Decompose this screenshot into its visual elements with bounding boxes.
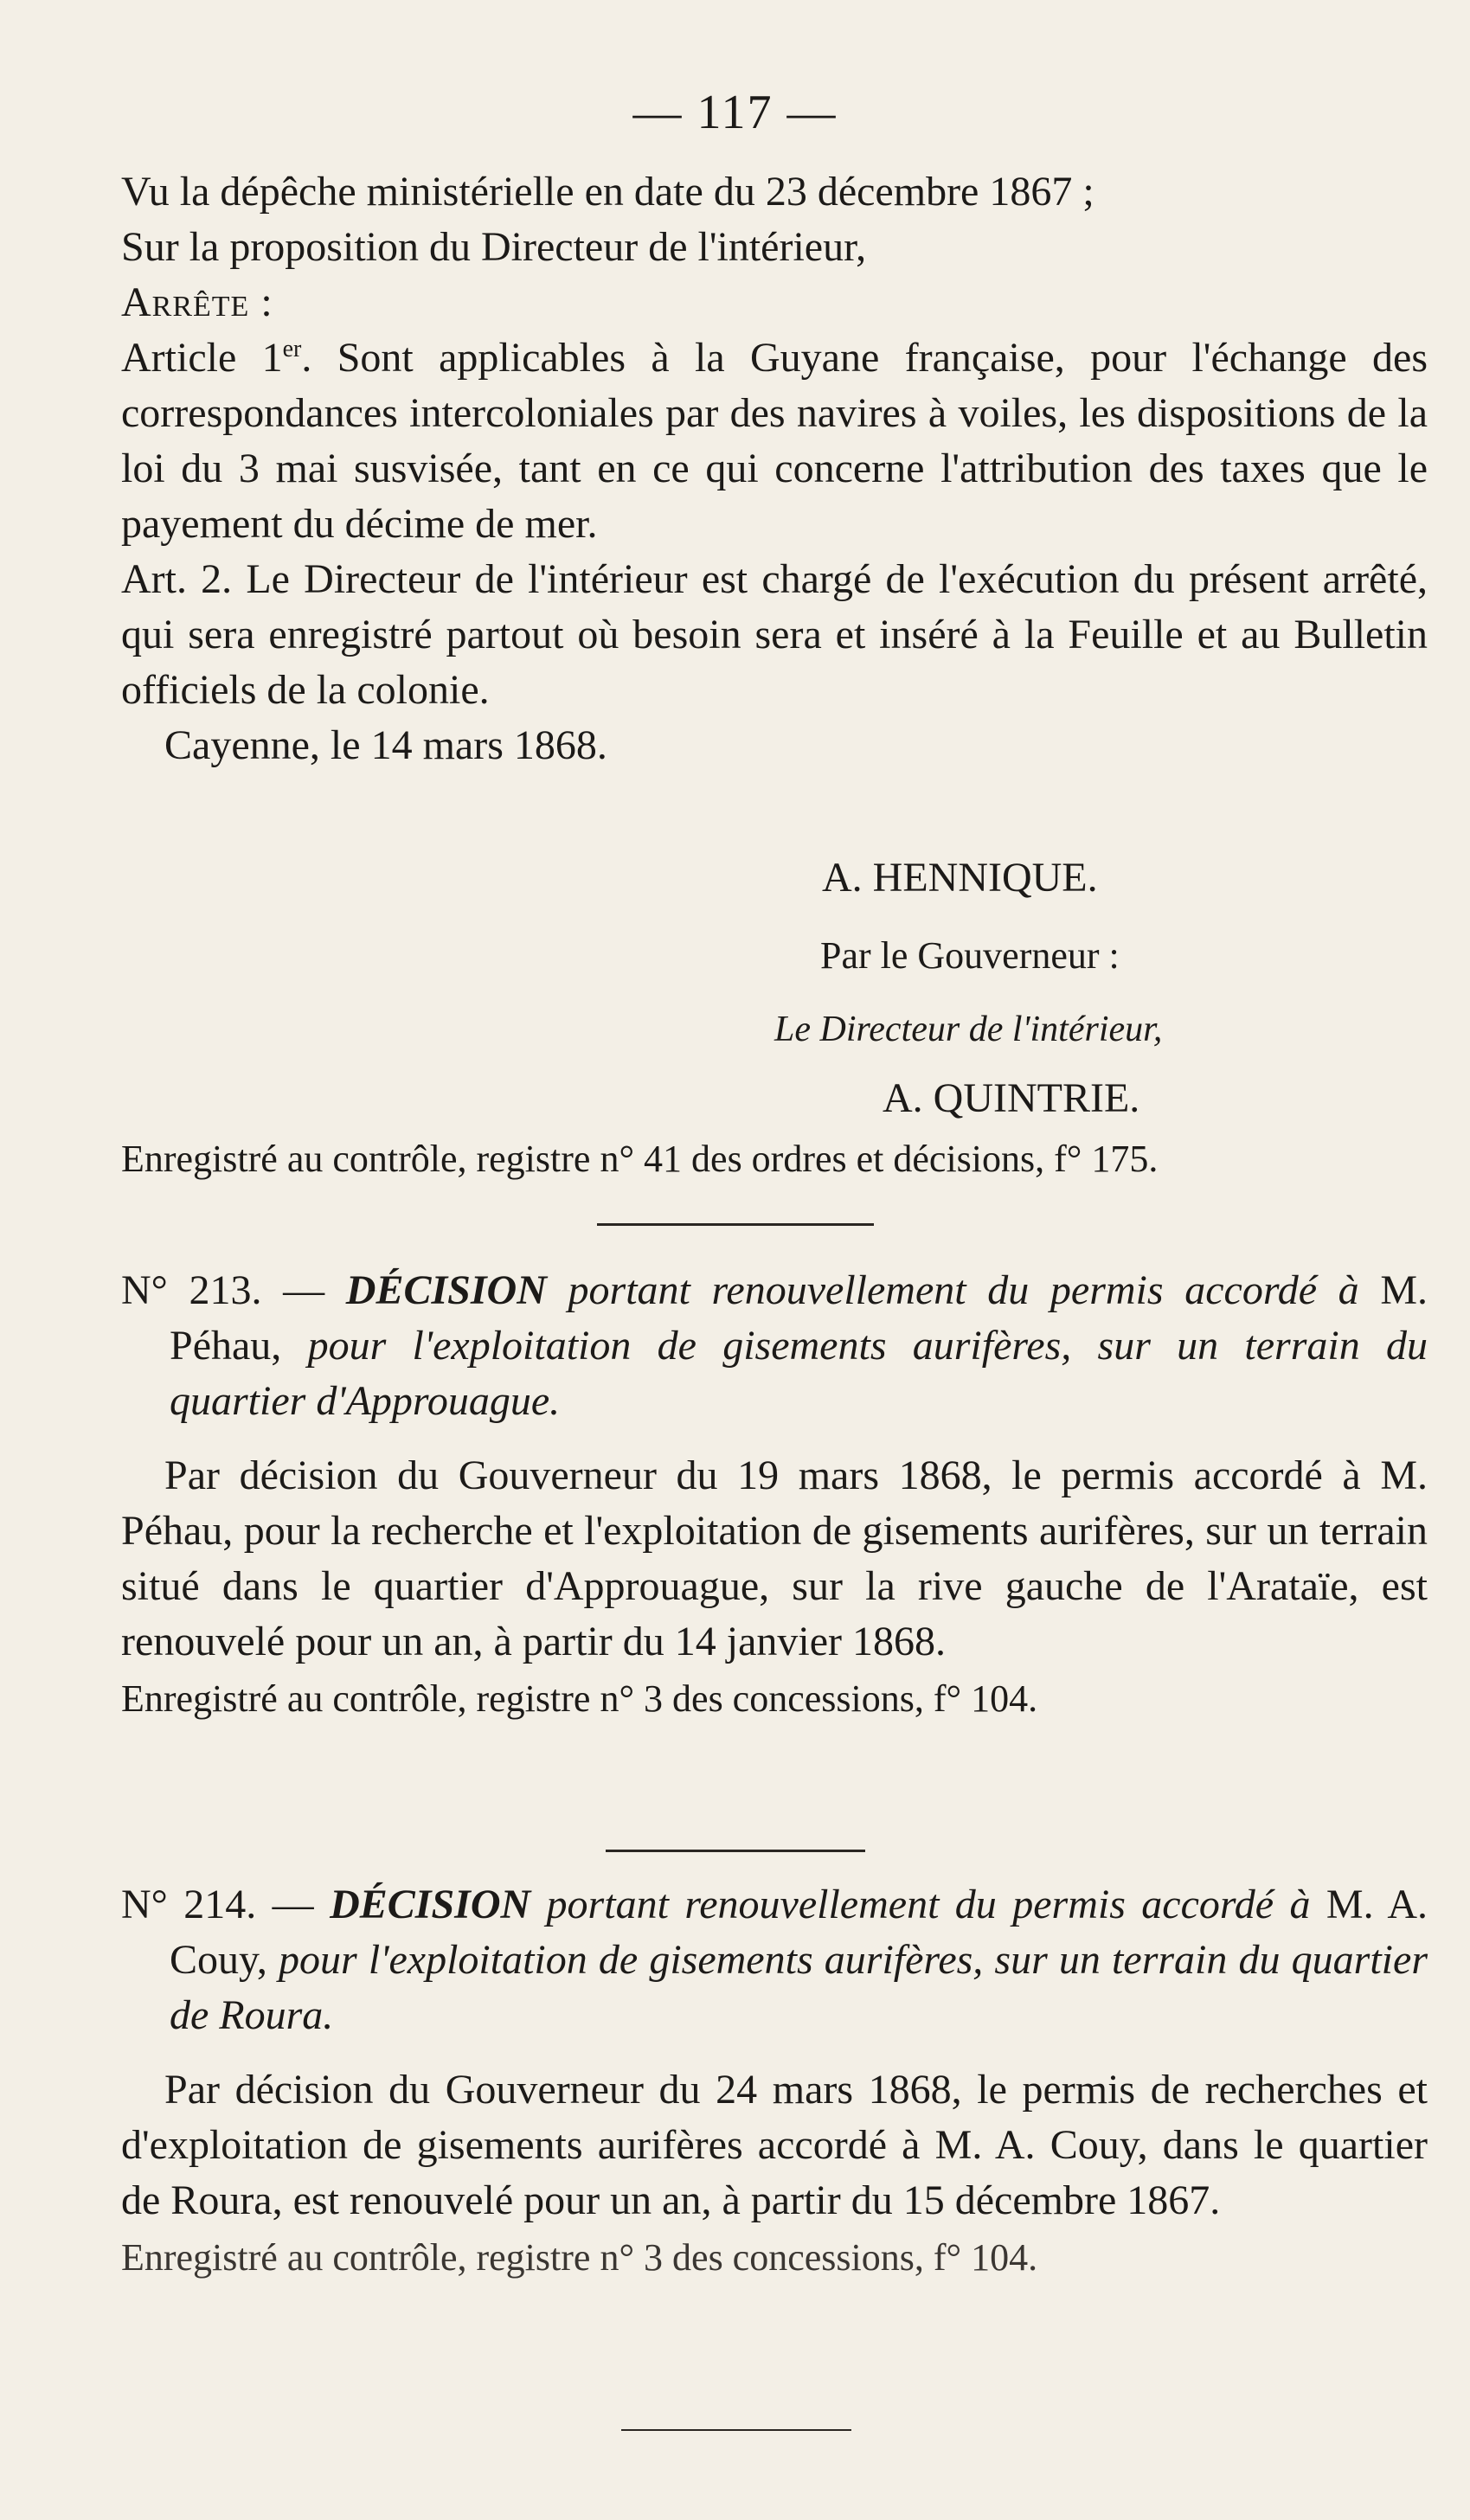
decree-registration: Enregistré au contrôle, registre n° 41 des ordres et décisions, f° 175. (121, 1138, 1159, 1180)
decision-214-registration: Enregistré au contrôle, registre n° 3 des concessions, f° 104. (121, 2236, 1038, 2279)
divider-1 (597, 1223, 874, 1226)
decision-213-number: N° 213. — (121, 1267, 346, 1313)
decree-registration-block (121, 1133, 1428, 1185)
decision-214-heading (121, 1877, 1428, 2043)
decree-body (121, 164, 1428, 773)
decision-213-title-b: pour l'exploitation de gisements aurifères, sur un terrain du quartier d'Approuague. (170, 1323, 1428, 1424)
decree-sur: Sur la proposition du Directeur de l'intérieur, (121, 224, 867, 270)
decision-213-registration: Enregistré au contrôle, registre n° 3 des concessions, f° 104. (121, 1677, 1038, 1720)
decision-213-body: Par décision du Gouverneur du 19 mars 1868, le permis accordé à M. Péhau, pour la recherche et l'exploitation de gisements aurifères, sur un terrain situé dans le quartier d'Approuague, sur la rive gauche de l'Arataïe, est renouvelé pour un an, à partir du 14 janvier 1868. (121, 1452, 1428, 1664)
decision-214-title-a: portant renouvellement du permis accordé à (530, 1882, 1326, 1927)
directeur-title: Le Directeur de l'intérieur, (774, 1010, 1163, 1049)
article-1-sup: er (282, 336, 302, 362)
decision-214 (121, 1877, 1428, 2284)
page-number: — 117 — (632, 86, 838, 139)
decree-article-1 (121, 330, 1428, 552)
decision-214-number: N° 214. — (121, 1882, 331, 1927)
signatory-2: A. QUINTRIE. (883, 1075, 1140, 1121)
decision-214-body: Par décision du Gouverneur du 24 mars 1868, le permis de recherches et d'exploitation de gisements aurifères accordé à M. A. Couy, dans le quartier de Roura, est renouvelé pour un an, à partir du 15 décembre 1867. (121, 2067, 1428, 2223)
decree-place-date: Cayenne, le 14 mars 1868. (164, 722, 607, 768)
decision-213 (121, 1263, 1428, 1725)
decree-article-2: Art. 2. Le Directeur de l'intérieur est chargé de l'exécution du présent arrêté, qui sera enregistré partout où besoin sera et inséré à la Feuille et au Bulletin officiels de la colonie. (121, 556, 1428, 713)
decision-213-name: M. Péhau, (170, 1267, 1428, 1369)
article-1-label: Article 1 (121, 335, 283, 381)
decision-214-name: M. A. Couy, (170, 1882, 1428, 1983)
decree-vu: Vu la dépêche ministérielle en date du 23 décembre 1867 ; (121, 169, 1094, 215)
decision-213-heading (121, 1263, 1428, 1429)
divider-3 (621, 2429, 851, 2431)
article-1-text: . Sont applicables à la Guyane française, pour l'échange des correspondances intercoloniales par des navires à voiles, les dispositions de la loi du 3 mai susvisée, tant en ce qui concerne l'attribution des taxes que le payement du décime de mer. (121, 335, 1428, 547)
par-le-gouverneur: Par le Gouverneur : (820, 934, 1120, 977)
decision-214-title-b: pour l'exploitation de gisements aurifères, sur un terrain du quartier de Roura. (170, 1937, 1428, 2038)
signatory: A. HENNIQUE. (822, 855, 1098, 901)
divider-2 (606, 1850, 865, 1852)
decision-213-title-word: DÉCISION (345, 1267, 547, 1313)
decision-214-title-word: DÉCISION (330, 1882, 531, 1927)
decision-213-title-a: portant renouvellement du permis accordé à (546, 1267, 1381, 1313)
decree-arrete: Arrête : (121, 279, 273, 325)
